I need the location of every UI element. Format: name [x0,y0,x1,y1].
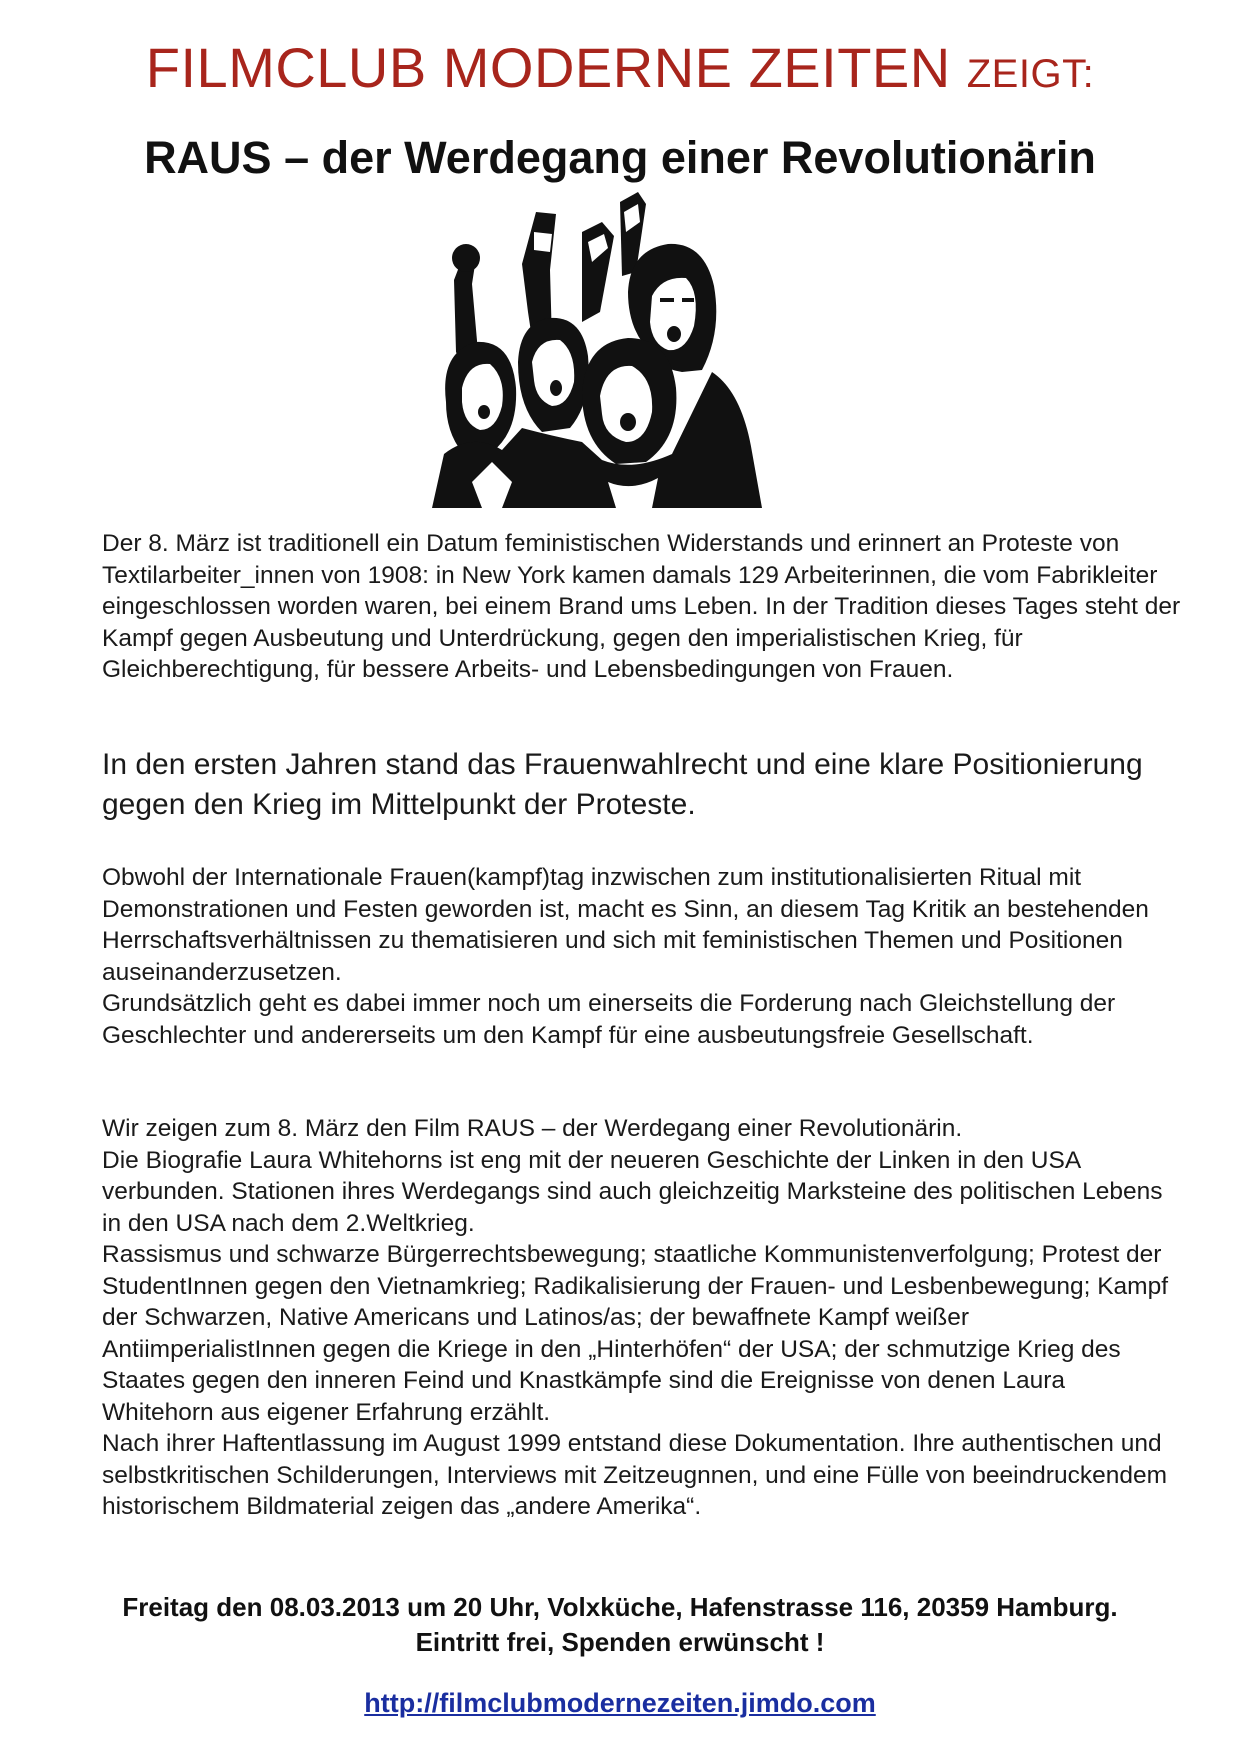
film-topics: Rassismus und schwarze Bürgerrechtsbewegung; staatliche Kommunistenverfolgung; Protest der StudentInnen gegen den Vietnamkrieg; Radikalisierung der Frauen- und Lesbenbewegung; Kampf der Schwarzen, Native Americans und Latinos/as; der bewaffnete Kampf weißer AntiimperialistInnen gegen die Kriege in den „Hinterhöfen“ der USA; der schmutzige Krieg des Staates gegen den inneren Feind und Knastkämpfe sind die Ereignisse von denen Laura Whitehorn aus eigener Erfahrung erzählt. [102,1241,1169,1426]
website-link[interactable]: http://filmclubmodernezeiten.jimdo.com [364,1688,876,1718]
raised-fists-protesters-illustration [432,192,762,508]
film-documentary: Nach ihrer Haftentlassung im August 1999 entstand diese Dokumentation. Ihre authentischen und selbstkritischen Schilderungen, Interviews mit Zeitzeugnnen, und eine Fülle von beeindruckendem historischem Bildmaterial zeigen das „andere Amerika“. [102,1430,1167,1520]
film-title: RAUS – der Werdegang einer Revolutionärin [144,132,1096,183]
event-admission: Eintritt frei, Spenden erwünscht ! [415,1627,825,1657]
context-text-2: Grundsätzlich geht es dabei immer noch um einerseits die Forderung nach Gleichstellung der Geschlechter und andererseits um den Kampf für eine ausbeutungsfreie Gesellschaft. [102,990,1116,1049]
film-description [102,1113,1182,1523]
film-intro: Wir zeigen zum 8. März den Film RAUS – der Werdegang einer Revolutionärin. [102,1115,963,1142]
title-suffix: ZEIGT: [966,52,1095,96]
event-info [0,1590,1240,1660]
website-link-container [0,1686,1240,1720]
highlight-paragraph: In den ersten Jahren stand das Frauenwahlrecht und eine klare Positionierung gegen den Krieg im Mittelpunkt der Proteste. [102,748,1143,821]
context-paragraph [102,862,1182,1051]
event-date-location: Freitag den 08.03.2013 um 20 Uhr, Volxküche, Hafenstrasse 116, 20359 Hamburg. [122,1592,1118,1622]
film-biography: Die Biografie Laura Whitehorns ist eng mit der neueren Geschichte der Linken in den USA verbunden. Stationen ihres Werdegangs sind auch gleichzeitig Marksteine des politischen Lebens in den USA nach dem 2.Weltkrieg. [102,1146,1163,1237]
page-title [0,34,1240,108]
intro-paragraph: Der 8. März ist traditionell ein Datum feministischen Widerstands und erinnert an Proteste von Textilarbeiter_innen von 1908: in New York kamen damals 129 Arbeiterinnen, die vom Fabrikleiter eingeschlossen worden waren, bei einem Brand ums Leben. In der Tradition dieses Tages steht der Kampf gegen Ausbeutung und Unterdrückung, gegen den imperialistischen Krieg, für Gleichberechtigung, für bessere Arbeits- und Lebensbedingungen von Frauen. [102,530,1181,683]
context-text-1: Obwohl der Internationale Frauen(kampf)tag inzwischen zum institutionalisierten Ritual mit Demonstrationen und Festen geworden ist, macht es Sinn, an diesem Tag Kritik an bestehenden Herrschaftsverhältnissen zu thematisieren und sich mit feministischen Themen und Positionen auseinanderzusetzen. [102,864,1149,986]
title-main: FILMCLUB MODERNE ZEITEN [145,36,951,99]
